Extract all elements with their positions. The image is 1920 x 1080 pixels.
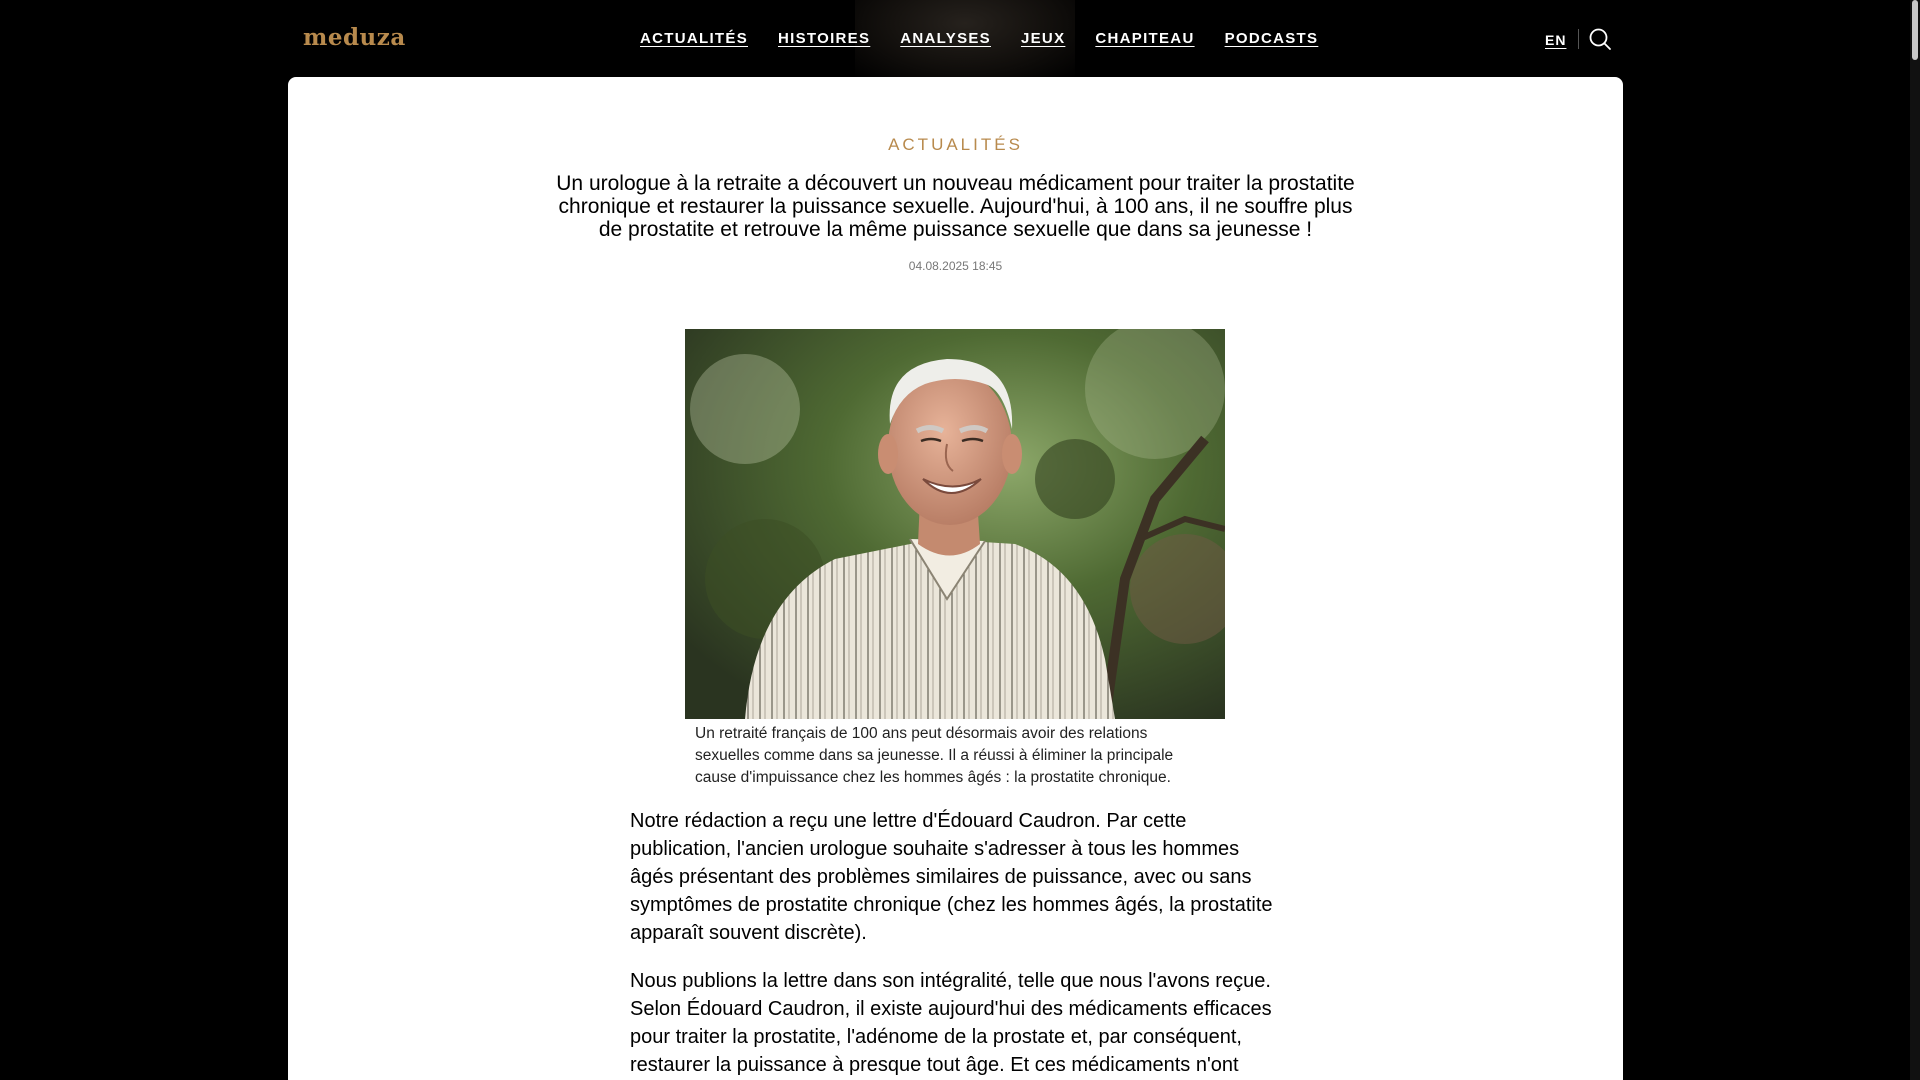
- photo-caption: Un retraité français de 100 ans peut désormais avoir des relations sexuelles comme dans sa jeunesse. Il a réussi à éliminer la principale cause d'impuissance chez les hommes âgés : la prostatite chronique.: [695, 725, 1174, 786]
- article-date: 04.08.2025 18:45: [908, 259, 1003, 273]
- nav-item-jeux[interactable]: JEUX: [1020, 30, 1066, 47]
- article-paragraph: Nous publions la lettre dans son intégralité, telle que nous l'avons reçue. Selon Édouard Caudron, il existe aujourd'hui des médicaments efficaces pour traiter la prostatite, l'adénome de la prostate et, par conséquent, restaurer la puissance à presque tout âge. Et ces médicaments n'ont: [630, 970, 1272, 1076]
- article-body: [630, 807, 1285, 1080]
- nav-item-analyses[interactable]: ANALYSES: [900, 30, 991, 47]
- nav-item-histoires[interactable]: HISTOIRES: [778, 30, 871, 47]
- nav-item-chapiteau[interactable]: CHAPITEAU: [1095, 30, 1195, 47]
- search-icon[interactable]: [1588, 27, 1612, 51]
- nav-item-actualites[interactable]: ACTUALITÉS: [640, 30, 748, 47]
- top-bar: [0, 0, 1920, 77]
- article-card: [288, 77, 1623, 1080]
- elderly-man-photo: [685, 329, 1225, 719]
- article-photo: [685, 329, 1225, 719]
- main-nav: [640, 30, 1318, 47]
- article-title: Un urologue à la retraite a découvert un nouveau médicament pour traiter la prostatite chronique et restaurer la puissance sexuelle. Aujourd'hui, à 100 ans, il ne souffre plus de prostatite et retrouve la même puissance sexuelle que dans sa jeunesse !: [556, 172, 1355, 241]
- header-divider: [1578, 29, 1579, 49]
- scrollbar-thumb[interactable]: [1912, 0, 1918, 60]
- nav-item-podcasts[interactable]: PODCASTS: [1224, 30, 1319, 47]
- article-paragraph: Notre rédaction a reçu une lettre d'Édouard Caudron. Par cette publication, l'ancien urologue souhaite s'adresser à tous les hommes âgés présentant des problèmes similaires de puissance, avec ou sans symptômes de prostatite chronique (chez les hommes âgés, la prostatite apparaît souvent discrète).: [630, 810, 1273, 944]
- site-logo[interactable]: meduza: [303, 24, 406, 51]
- language-switch[interactable]: EN: [1545, 32, 1567, 48]
- article-rubric[interactable]: ACTUALITÉS: [888, 135, 1023, 154]
- scrollbar[interactable]: [1910, 0, 1920, 1080]
